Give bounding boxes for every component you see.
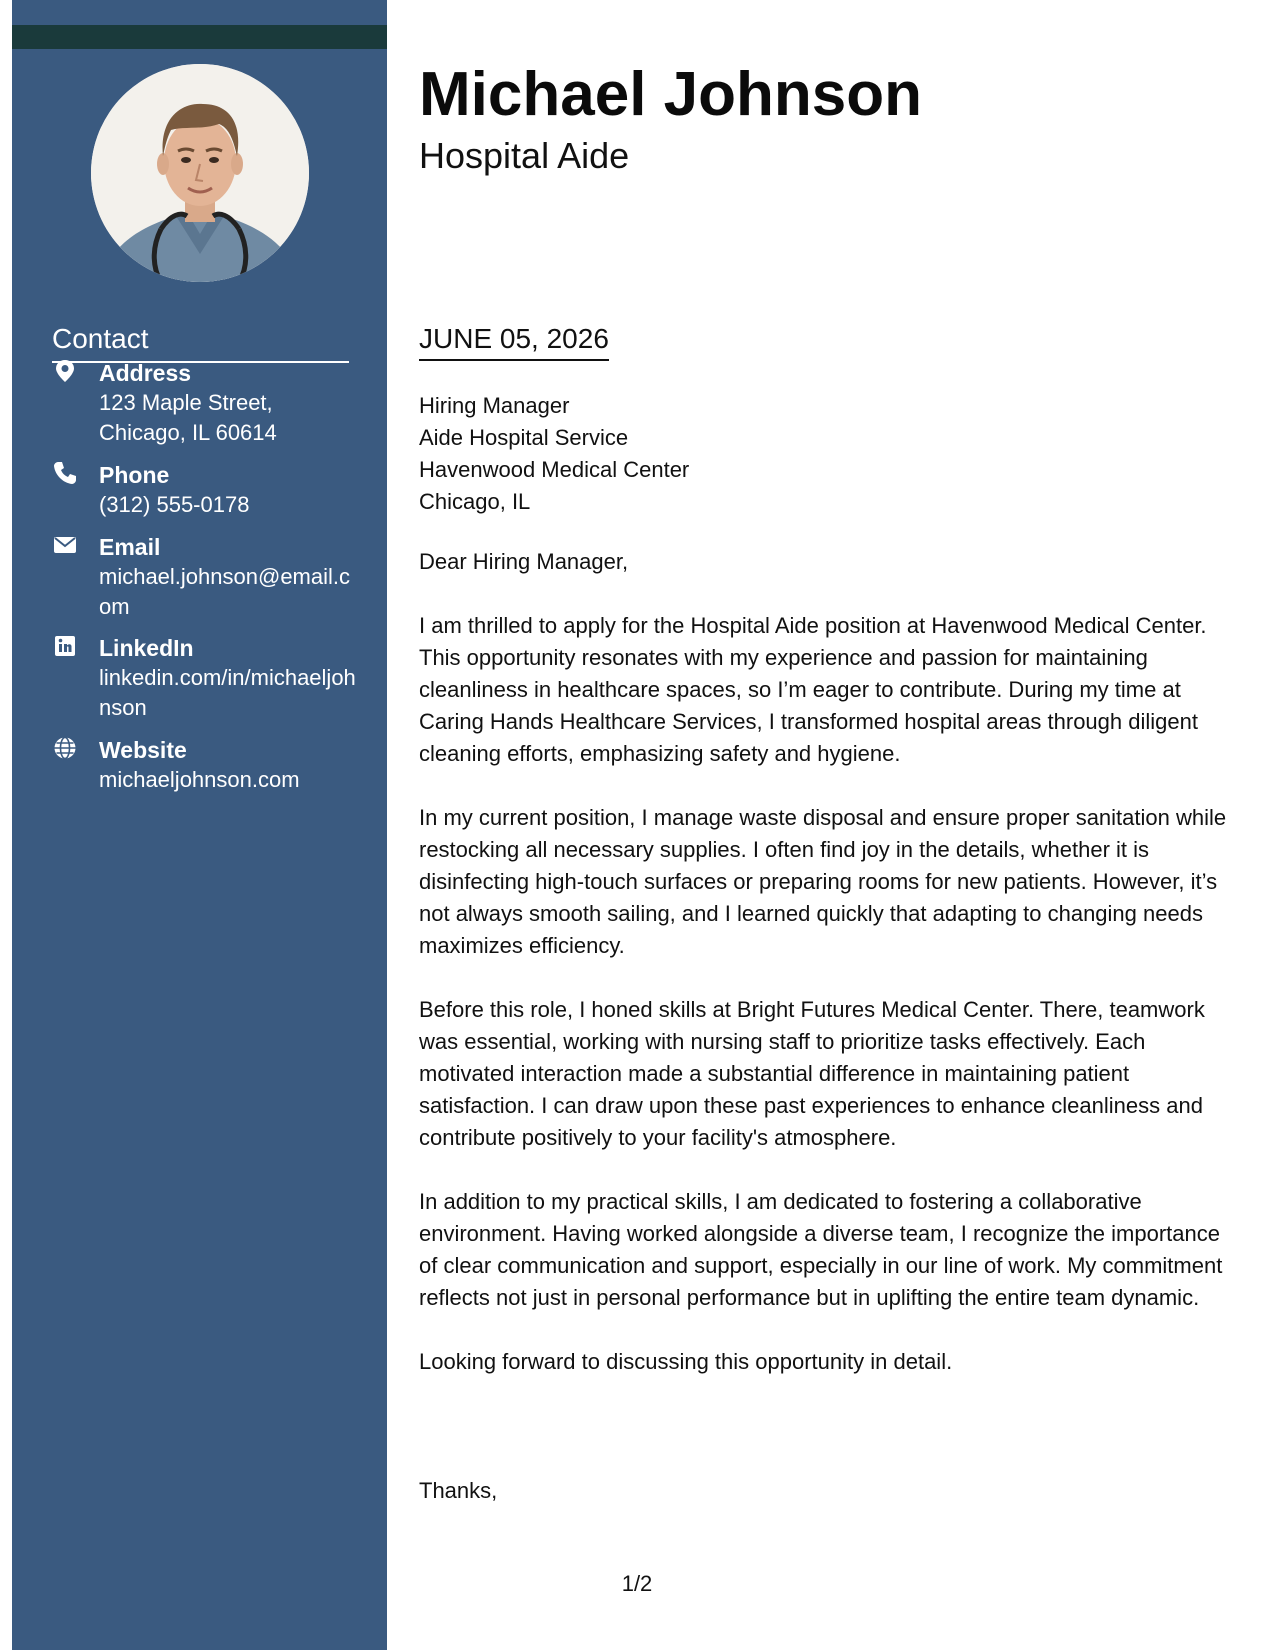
page-number: 1/2 <box>621 1571 653 1596</box>
recipient-block <box>419 390 1219 518</box>
contact-label-linkedin: LinkedIn <box>99 635 194 661</box>
envelope-icon <box>52 532 78 558</box>
recipient-line: Hiring Manager <box>419 393 570 418</box>
contact-value-website[interactable]: michaeljohnson.com <box>99 767 300 792</box>
linkedin-icon <box>52 633 78 659</box>
phone-icon <box>52 460 78 486</box>
contact-label-phone: Phone <box>99 462 170 488</box>
letter-date: JUNE 05, 2026 <box>419 322 609 361</box>
avatar <box>91 64 309 282</box>
letter-paragraph: Looking forward to discussing this opportunity in detail. <box>419 1349 953 1374</box>
contact-value-phone: (312) 555-0178 <box>99 492 250 517</box>
letter-paragraph: I am thrilled to apply for the Hospital Aide position at Havenwood Medical Center. This opportunity resonates with my experience and passion for maintaining cleanliness in healthcare spaces, so I’m eager to contribute. During my time at Caring Hands Healthcare Services, I transformed hospital areas through diligent cleaning efforts, emphasizing safety and hygiene. <box>419 613 1207 766</box>
map-pin-icon <box>52 358 78 384</box>
recipient-line: Chicago, IL <box>419 489 531 514</box>
contact-value-linkedin[interactable]: linkedin.com/in/michaeljohnson <box>99 665 356 720</box>
sidebar-top-bar <box>12 25 387 49</box>
letter-paragraph: In my current position, I manage waste disposal and ensure proper sanitation while restocking all necessary supplies. I often find joy in the details, whether it is disinfecting high-touch surfaces or preparing rooms for new patients. However, it’s not always smooth sailing, and I learned quickly that adapting to changing needs maximizes efficiency. <box>419 805 1227 958</box>
letter-body <box>419 546 1239 1410</box>
recipient-line: Havenwood Medical Center <box>419 457 690 482</box>
contact-heading: Contact <box>52 322 349 363</box>
applicant-name: Michael Johnson <box>419 60 922 129</box>
globe-icon <box>52 735 78 761</box>
contact-label-website: Website <box>99 737 187 763</box>
contact-label-email: Email <box>99 534 161 560</box>
letter-paragraph: Before this role, I honed skills at Bright Futures Medical Center. There, teamwork was essential, working with nursing staff to prioritize tasks effectively. Each motivated interaction made a substantial difference in maintaining patient satisfaction. I can draw upon these past experiences to enhance cleanliness and contribute positively to your facility's atmosphere. <box>419 997 1205 1150</box>
applicant-role: Hospital Aide <box>419 135 630 176</box>
recipient-line: Aide Hospital Service <box>419 425 629 450</box>
contact-value-address: 123 Maple Street, Chicago, IL 60614 <box>99 390 277 445</box>
salutation: Dear Hiring Manager, <box>419 549 629 574</box>
contact-label-address: Address <box>99 360 192 386</box>
sidebar <box>12 0 387 1650</box>
closing: Thanks, <box>419 1478 498 1503</box>
letter-paragraph: In addition to my practical skills, I am dedicated to fostering a collaborative environment. Having worked alongside a diverse team, I recognize the importance of clear communication and support, especially in our line of work. My commitment reflects not just in personal performance but in uplifting the entire team dynamic. <box>419 1189 1223 1310</box>
contact-value-email[interactable]: michael.johnson@email.com <box>99 564 351 619</box>
